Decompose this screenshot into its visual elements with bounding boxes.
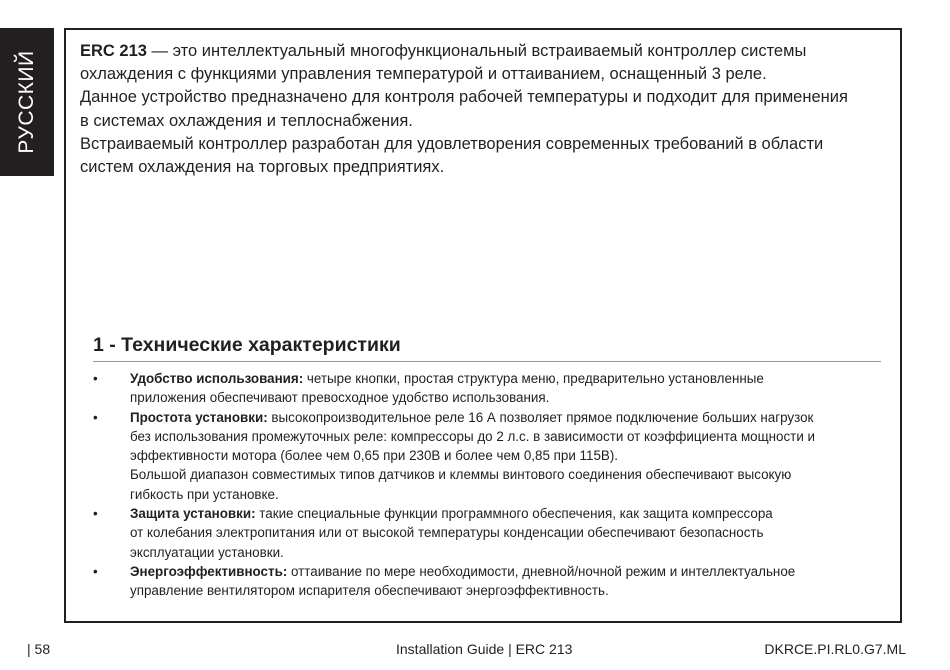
list-item <box>93 408 883 504</box>
feature-term: Защита установки: <box>130 506 256 522</box>
feature-text: без использования промежуточных реле: компрессоры до 2 л.с. в зависимости от коэффициента мощности и <box>130 428 815 444</box>
language-tab-label: РУССКИЙ <box>15 50 38 154</box>
section-title: 1 - Технические характеристики <box>93 334 881 362</box>
intro-paragraph-3 <box>80 133 895 179</box>
intro-paragraph-1 <box>80 40 895 86</box>
bullet-icon: • <box>93 371 98 386</box>
intro-text-line: охлаждения с функциями управления температурой и оттаиванием, оснащенный 3 реле. <box>80 65 767 84</box>
intro-text-line: — это интеллектуальный многофункциональный встраиваемый контроллер системы <box>146 42 807 60</box>
bullet-icon: • <box>93 563 98 579</box>
intro-text-line: Встраиваемый контроллер разработан для удовлетворения современных требований в области <box>80 134 824 153</box>
footer-guide-title: Installation Guide | ERC 213 <box>396 641 573 657</box>
feature-text: эффективности мотора (более чем 0,65 при 230В и более чем 0,85 при 115В). <box>130 448 618 464</box>
feature-text: четыре кнопки, простая структура меню, предварительно установленные <box>303 371 764 386</box>
list-item <box>93 369 883 408</box>
list-item <box>93 562 883 601</box>
feature-text: оттаивание по мере необходимости, дневной/ночной режим и интеллектуальное <box>287 563 796 579</box>
intro-text <box>80 40 895 179</box>
list-item <box>93 504 883 562</box>
document-code: DKRCE.PI.RL0.G7.ML <box>764 641 906 657</box>
features-list <box>93 369 883 601</box>
feature-text: от колебания электропитания или от высокой температуры конденсации обеспечивают безопасность <box>130 525 764 541</box>
intro-text-line: в системах охлаждения и теплоснабжения. <box>80 111 413 130</box>
intro-text-line: Данное устройство предназначено для контроля рабочей температуры и подходит для применения <box>80 88 848 107</box>
feature-text: приложения обеспечивают превосходное удобство использования. <box>130 390 550 406</box>
feature-term: Простота установки: <box>130 409 268 425</box>
product-name: ERC 213 <box>80 42 147 60</box>
intro-text-line: систем охлаждения на торговых предприятиях. <box>80 158 445 177</box>
feature-term: Энергоэффективность: <box>130 563 288 579</box>
feature-text: эксплуатации установки. <box>130 544 284 560</box>
feature-text: гибкость при установке. <box>130 486 279 502</box>
language-tab <box>0 28 54 176</box>
feature-text: такие специальные функции программного обеспечения, как защита компрессора <box>255 506 773 522</box>
bullet-icon: • <box>93 506 98 522</box>
feature-text: Большой диапазон совместимых типов датчиков и клеммы винтового соединения обеспечивают высокую <box>130 467 792 483</box>
feature-text: высокопроизводительное реле 16 А позволяет прямое подключение больших нагрузок <box>267 409 814 425</box>
feature-term: Удобство использования: <box>130 371 304 386</box>
bullet-icon: • <box>93 409 98 425</box>
feature-text: управление вентилятором испарителя обеспечивают энергоэффективность. <box>130 583 609 599</box>
page-number: | 58 <box>27 641 51 657</box>
intro-paragraph-2 <box>80 86 895 132</box>
